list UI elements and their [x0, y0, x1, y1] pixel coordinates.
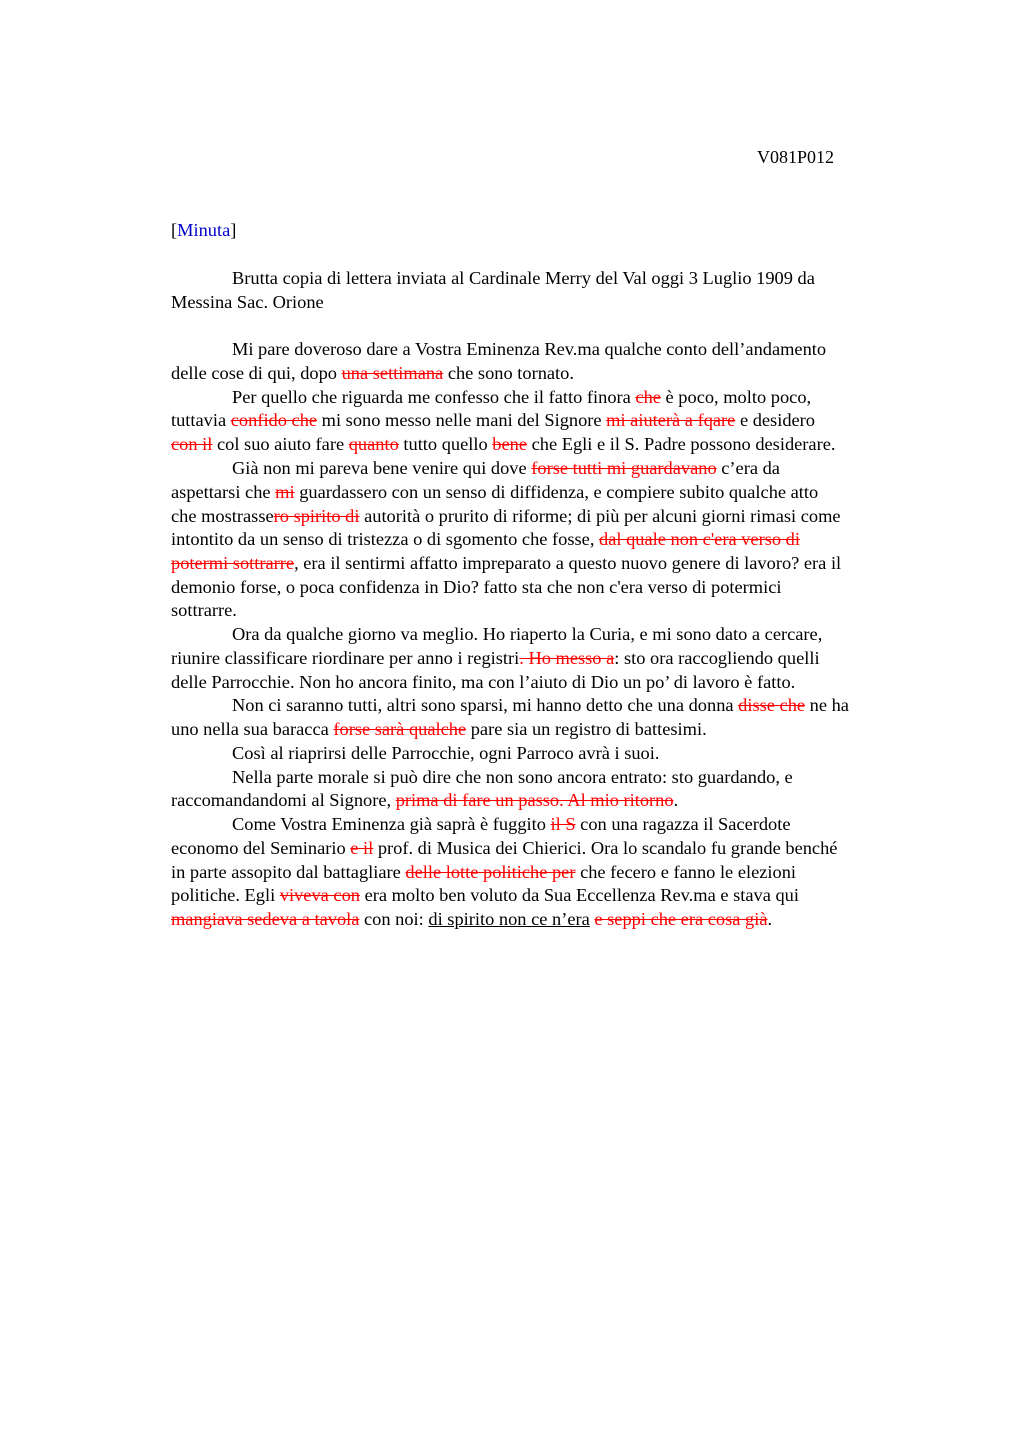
body-line — [171, 551, 841, 575]
body-line — [232, 456, 780, 480]
deleted-text: . Ho messo a — [519, 648, 615, 668]
deleted-text: quanto — [348, 434, 399, 454]
deleted-text: una settimana — [341, 363, 444, 383]
text-segment: che Egli e il S. Padre possono desiderare. — [527, 434, 836, 454]
text-segment: c’era da — [716, 458, 780, 478]
body-line — [171, 788, 678, 812]
text-segment: politiche. Egli — [171, 885, 280, 905]
deleted-text: forse tutti mi guardavano — [531, 458, 717, 478]
text-segment: Nella parte morale si può dire che non sono ancora entrato: sto guardando, e — [232, 767, 793, 787]
body-line — [232, 812, 791, 836]
minuta-link[interactable]: Minuta — [177, 220, 231, 240]
deleted-text: disse che — [738, 695, 806, 715]
text-segment: tutto quello — [398, 434, 493, 454]
text-segment: prof. di Musica dei Chierici. Ora lo scandalo fu grande benché — [373, 838, 838, 858]
text-segment: economo del Seminario — [171, 838, 351, 858]
heading-line-1 — [232, 266, 815, 290]
text-segment: è poco, molto poco, — [660, 387, 812, 407]
text-segment: delle Parrocchie. Non ho ancora finito, ma con l’aiuto di Dio un po’ di lavoro è fatto. — [171, 672, 796, 692]
text-segment: aspettarsi che — [171, 482, 276, 502]
deleted-text: che — [635, 387, 661, 407]
deleted-text: mi aiuterà a fqare — [606, 410, 736, 430]
deleted-text: bene — [492, 434, 527, 454]
body-line — [171, 480, 818, 504]
text-segment: Brutta copia di lettera inviata al Cardinale Merry del Val oggi 3 Luglio 1909 da — [232, 268, 815, 288]
deleted-text: forse sarà qualche — [333, 719, 467, 739]
text-segment: in parte assopito dal battagliare — [171, 862, 406, 882]
text-segment: e desidero — [735, 410, 816, 430]
text-segment: . — [673, 790, 679, 810]
text-segment: guardassero con un senso di diffidenza, e compiere subito qualche atto — [294, 482, 819, 502]
deleted-text: confido che — [230, 410, 318, 430]
body-line — [232, 693, 849, 717]
text-segment: delle cose di qui, dopo — [171, 363, 342, 383]
body-line — [171, 883, 799, 907]
body-line — [171, 907, 772, 931]
body-line — [171, 860, 796, 884]
deleted-text: potermi sottrarre — [171, 553, 295, 573]
text-segment: col suo aiuto fare — [212, 434, 349, 454]
text-segment: che fecero e fanno le elezioni — [575, 862, 797, 882]
text-segment: Messina Sac. Orione — [171, 292, 324, 312]
text-segment: Mi pare doveroso dare a Vostra Eminenza Rev.ma qualche conto dell’andamento — [232, 339, 827, 359]
text-segment: con noi: — [359, 909, 429, 929]
body-line — [232, 765, 793, 789]
text-segment: che sono tornato. — [443, 363, 574, 383]
minuta-label: [Minuta] — [171, 220, 237, 240]
text-segment: : sto ora raccogliendo quelli — [614, 648, 820, 668]
deleted-text: e seppi che era cosa già — [594, 909, 768, 929]
body-line — [171, 575, 782, 599]
text-segment: raccomandandomi al Signore, — [171, 790, 396, 810]
deleted-text: e il — [350, 838, 374, 858]
body-line — [171, 646, 820, 670]
text-segment: sottrarre. — [171, 600, 237, 620]
text-segment: che mostrasse — [171, 506, 274, 526]
text-segment: Così al riaprirsi delle Parrocchie, ogni Parroco avrà i suoi. — [232, 743, 660, 763]
body-line — [171, 598, 237, 622]
text-segment: . — [767, 909, 773, 929]
text-segment: uno nella sua baracca — [171, 719, 334, 739]
text-segment: pare sia un registro di battesimi. — [466, 719, 707, 739]
text-segment: mi sono messo nelle mani del Signore — [317, 410, 607, 430]
text-segment: Ora da qualche giorno va meglio. Ho riaperto la Curia, e mi sono dato a cercare, — [232, 624, 823, 644]
text-segment: autorità o prurito di riforme; di più per alcuni giorni rimasi come — [359, 506, 841, 526]
text-segment: con una ragazza il Sacerdote — [575, 814, 791, 834]
text-segment: era molto ben voluto da Sua Eccellenza Rev.ma e stava qui — [359, 885, 799, 905]
body-line — [171, 836, 837, 860]
deleted-text: mangiava sedeva a tavola — [171, 909, 360, 929]
body-line — [171, 432, 835, 456]
text-segment: tuttavia — [171, 410, 231, 430]
deleted-text: ro spirito di — [273, 506, 360, 526]
heading-line-2 — [171, 290, 324, 314]
deleted-text: mi — [275, 482, 295, 502]
body-line — [171, 361, 574, 385]
body-line — [171, 670, 795, 694]
underlined-text: di spirito non ce n’era — [428, 909, 590, 929]
page-code: V081P012 — [757, 147, 835, 167]
text-segment: Come Vostra Eminenza già saprà è fuggito — [232, 814, 551, 834]
text-segment: demonio forse, o poca confidenza in Dio? fatto sta che non c'era verso di potermici — [171, 577, 782, 597]
text-segment: riunire classificare riordinare per anno i registri — [171, 648, 520, 668]
body-line — [232, 337, 826, 361]
deleted-text: delle lotte politiche per — [405, 862, 576, 882]
deleted-text: prima di fare un passo. Al mio ritorno — [395, 790, 674, 810]
body-line — [232, 385, 811, 409]
deleted-text: il S — [550, 814, 576, 834]
body-line — [171, 408, 815, 432]
text-segment: ne ha — [805, 695, 849, 715]
text-segment: intontito da un senso di tristezza o di sgomento che fosse, — [171, 529, 600, 549]
text-segment: Già non mi pareva bene venire qui dove — [232, 458, 532, 478]
text-segment: Non ci saranno tutti, altri sono sparsi, mi hanno detto che una donna — [232, 695, 739, 715]
deleted-text: con il — [171, 434, 213, 454]
text-segment: , era il sentirmi affatto impreparato a questo nuovo genere di lavoro? era il — [294, 553, 842, 573]
deleted-text: viveva con — [279, 885, 360, 905]
deleted-text: dal quale non c'era verso di — [599, 529, 800, 549]
body-line — [171, 527, 800, 551]
body-line — [171, 717, 707, 741]
body-line — [171, 504, 841, 528]
text-segment: Per quello che riguarda me confesso che il fatto finora — [232, 387, 636, 407]
body-line — [232, 622, 822, 646]
body-line — [232, 741, 659, 765]
